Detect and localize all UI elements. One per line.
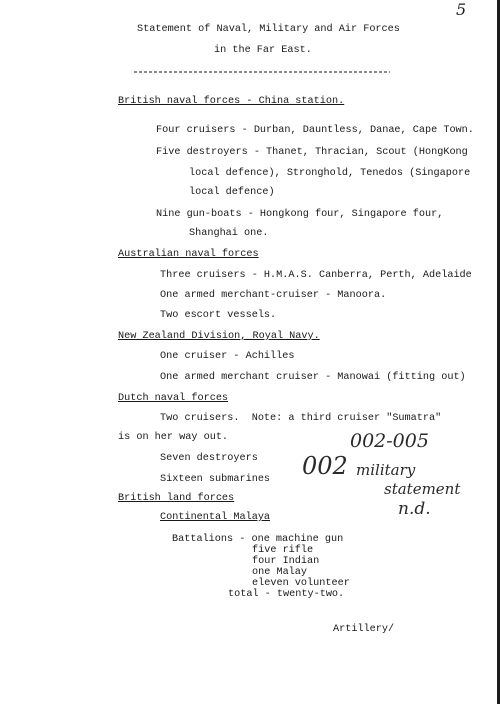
new-zealand-line-2: One armed merchant cruiser - Manowai (fitting out) <box>160 372 466 383</box>
australian-naval-line-1: Three cruisers - H.M.A.S. Canberra, Perth, Adelaide <box>160 270 472 281</box>
british-naval-line-5: Nine gun-boats - Hongkong four, Singapore four, <box>156 209 444 220</box>
british-naval-line-1: Four cruisers - Durban, Dauntless, Danae, Cape Town. <box>156 125 474 136</box>
handwritten-ref-code: 002 <box>302 452 348 480</box>
dutch-naval-line-1: Two cruisers. Note: a third cruiser "Sumatra" <box>160 413 442 424</box>
heading-british-naval: British naval forces - China station. <box>118 96 345 107</box>
australian-naval-line-3: Two escort vessels. <box>160 310 277 321</box>
british-naval-line-2: Five destroyers - Thanet, Thracian, Scout (HongKong <box>156 147 468 158</box>
british-naval-line-6: Shanghai one. <box>189 228 269 239</box>
heading-dutch-naval: Dutch naval forces <box>118 393 229 404</box>
australian-naval-line-2: One armed merchant-cruiser - Manoora. <box>160 290 387 301</box>
heading-australian-naval: Australian naval forces <box>118 249 259 260</box>
handwritten-note-statement: statement <box>384 480 461 498</box>
battalions-line-4: one Malay <box>252 567 308 578</box>
battalions-line-5: eleven volunteer <box>252 578 350 589</box>
catchword: Artillery/ <box>333 624 395 635</box>
battalions-line-3: four Indian <box>252 556 320 567</box>
handwritten-note-nd: n.d. <box>398 499 431 519</box>
page-mark: 5 <box>456 0 467 19</box>
british-naval-line-4: local defence) <box>189 187 275 198</box>
new-zealand-line-1: One cruiser - Achilles <box>160 351 295 362</box>
battalions-line-1: Battalions - one machine gun <box>172 534 344 545</box>
handwritten-note-military: military <box>356 461 416 479</box>
subheading-continental-malaya: Continental Malaya <box>160 512 271 523</box>
dutch-naval-line-3: Seven destroyers <box>160 453 258 464</box>
heading-british-land: British land forces <box>118 493 235 504</box>
battalions-line-2: five rifle <box>252 545 314 556</box>
british-naval-line-3: local defence), Stronghold, Tenedos (Singapore <box>189 168 471 179</box>
dutch-naval-line-4: Sixteen submarines <box>160 474 271 485</box>
dutch-naval-line-2: is on her way out. <box>118 432 229 443</box>
title-line-2: in the Far East. <box>214 45 312 56</box>
handwritten-ref-range: 002-005 <box>350 430 429 452</box>
heading-new-zealand: New Zealand Division, Royal Navy. <box>118 331 320 342</box>
title-line-1: Statement of Naval, Military and Air Forces <box>137 24 400 35</box>
battalions-line-6: total - twenty-two. <box>228 589 345 600</box>
